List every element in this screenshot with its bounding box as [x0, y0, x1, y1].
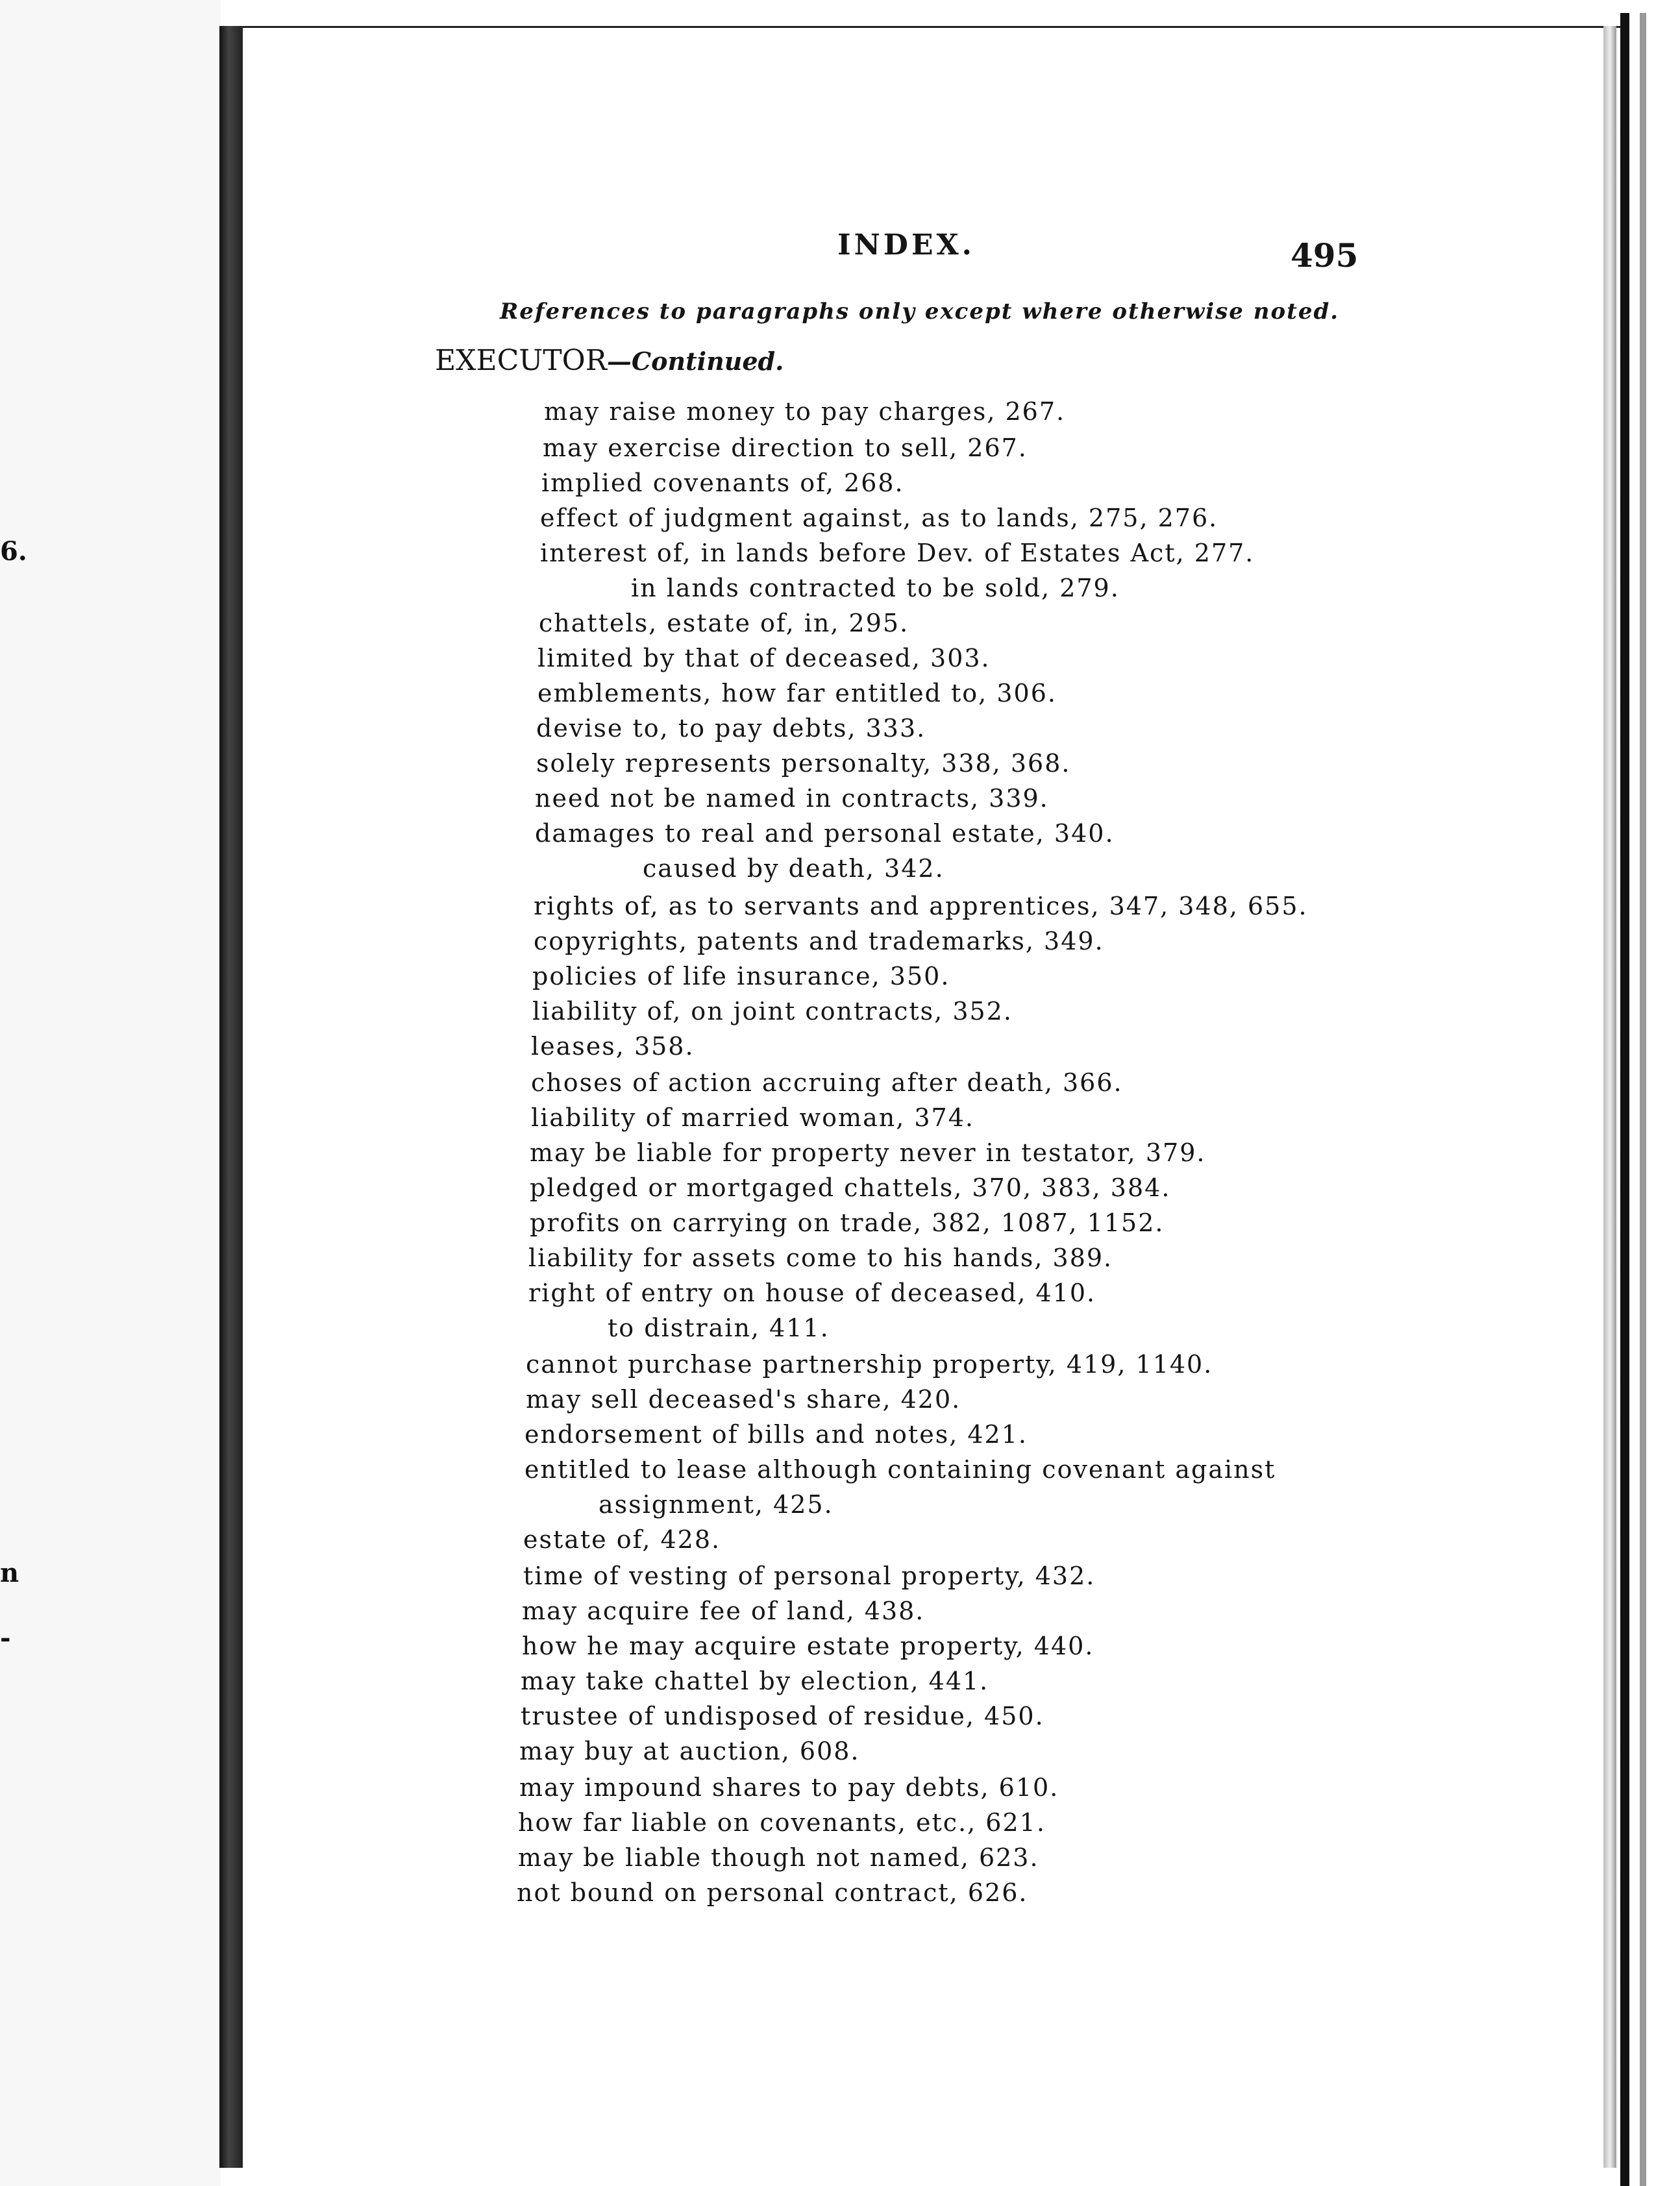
facing-page-fragment: - — [0, 1623, 11, 1653]
index-subentry-line: liability of married woman, 374. — [531, 1103, 974, 1132]
page-number: 495 — [1291, 236, 1359, 275]
index-subentry-line: rights of, as to servants and apprentices, 347, 348, 655. — [534, 892, 1308, 920]
index-subentry-line: leases, 358. — [531, 1032, 695, 1061]
index-subentry-line: entitled to lease although containing covenant against — [525, 1455, 1276, 1484]
index-subentry-line: solely represents personalty, 338, 368. — [536, 749, 1071, 778]
index-subentry-line: cannot purchase partnership property, 419, 1140. — [526, 1350, 1213, 1379]
index-subentry-line: may impound shares to pay debts, 610. — [519, 1773, 1059, 1802]
facing-page-fragment: n — [0, 1558, 19, 1588]
index-subentry-line: caused by death, 342. — [643, 854, 945, 883]
index-subentry-line: may be liable for property never in testator, 379. — [530, 1138, 1206, 1167]
index-subentry-line: to distrain, 411. — [608, 1314, 830, 1342]
index-subentry-line: right of entry on house of deceased, 410. — [528, 1279, 1096, 1307]
index-subentry-line: limited by that of deceased, 303. — [537, 644, 991, 672]
index-subentry-line: damages to real and personal estate, 340. — [535, 819, 1115, 848]
facing-page — [0, 0, 221, 2186]
index-subentry-line: may sell deceased's share, 420. — [526, 1385, 961, 1414]
index-subentry-line: liability of, on joint contracts, 352. — [532, 997, 1013, 1025]
index-subentry-line: interest of, in lands before Dev. of Estates Act, 277. — [540, 539, 1255, 567]
book-spine — [219, 26, 243, 2168]
index-subentry-line: estate of, 428. — [523, 1525, 721, 1554]
index-entry-heading — [435, 344, 784, 377]
index-subentry-line: copyrights, patents and trademarks, 349. — [534, 927, 1104, 955]
index-note: References to paragraphs only except where otherwise noted. — [500, 299, 1340, 325]
index-subentry-line: may raise money to pay charges, 267. — [544, 397, 1066, 426]
index-subentry-line: policies of life insurance, 350. — [532, 962, 950, 990]
index-subentry-line: pledged or mortgaged chattels, 370, 383, 384. — [530, 1173, 1171, 1202]
index-subentry-line: profits on carrying on trade, 382, 1087, 1152. — [530, 1209, 1165, 1237]
book-edge — [1620, 13, 1680, 2186]
index-subentry-line: endorsement of bills and notes, 421. — [525, 1420, 1028, 1449]
entry-heading-continued: —Continued. — [606, 347, 784, 376]
index-subentry-line: not bound on personal contract, 626. — [517, 1878, 1028, 1907]
index-subentry-line: may take chattel by election, 441. — [521, 1667, 989, 1695]
index-subentry-line: trustee of undisposed of residue, 450. — [521, 1702, 1044, 1730]
entry-heading-term: EXECUTOR — [435, 344, 607, 377]
index-subentry-line: assignment, 425. — [599, 1490, 834, 1519]
index-subentry-line: how far liable on covenants, etc., 621. — [518, 1808, 1046, 1837]
index-subentry-line: how he may acquire estate property, 440. — [522, 1632, 1094, 1660]
index-subentry-line: liability for assets come to his hands, 389. — [528, 1244, 1113, 1272]
index-subentry-line: in lands contracted to be sold, 279. — [631, 574, 1120, 602]
index-subentry-line: need not be named in contracts, 339. — [535, 784, 1049, 813]
running-header-title: INDEX. — [837, 228, 975, 262]
index-subentry-line: implied covenants of, 268. — [541, 469, 904, 497]
index-subentry-line: emblements, how far entitled to, 306. — [537, 679, 1057, 707]
index-subentry-line: devise to, to pay debts, 333. — [536, 714, 926, 743]
index-subentry-line: may exercise direction to sell, 267. — [543, 434, 1028, 462]
index-subentry-line: may buy at auction, 608. — [519, 1737, 860, 1765]
index-subentry-line: choses of action accruing after death, 366. — [531, 1068, 1123, 1097]
facing-page-fragment: 6. — [0, 536, 27, 567]
index-subentry-line: may acquire fee of land, 438. — [522, 1597, 925, 1625]
index-subentry-line: time of vesting of personal property, 432. — [523, 1562, 1096, 1590]
index-subentry-line: effect of judgment against, as to lands, 275, 276. — [540, 504, 1218, 532]
page-edge — [1603, 26, 1616, 2168]
index-subentry-line: chattels, estate of, in, 295. — [539, 609, 909, 637]
index-subentry-line: may be liable though not named, 623. — [518, 1843, 1039, 1872]
